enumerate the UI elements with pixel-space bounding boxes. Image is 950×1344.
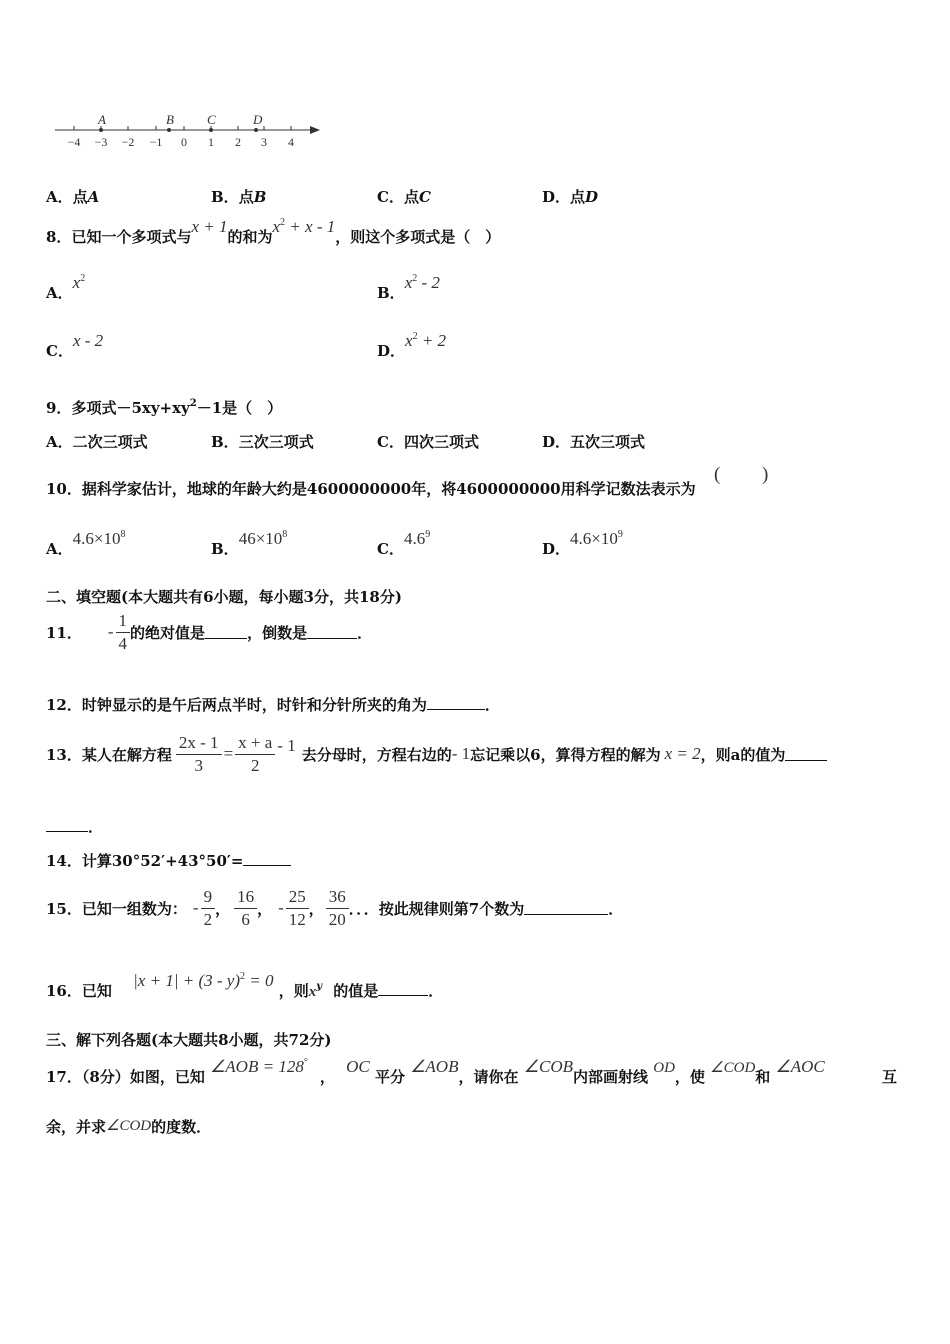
- q17-stem: 17．（8分）如图，已知 ∠AOB = 128°， OC 平分 ∠AOB，请你在 ∠COB内部画射线 OD，使 ∠COD和 ∠AOC: [46, 1057, 825, 1086]
- q11-blank-2[interactable]: [307, 626, 357, 639]
- q17-stem-line2: 余，并求∠COD的度数．: [46, 1118, 212, 1136]
- q10-option-d[interactable]: D．$4.6\times 10^9$: [542, 529, 623, 558]
- q8-option-b[interactable]: B．$x^2 - 2$: [377, 273, 440, 302]
- q13-blank-a[interactable]: [785, 748, 827, 761]
- q11-stem: 11． - $\frac{1}{4}$ 的绝对值是 ，倒数是 ．: [46, 610, 373, 653]
- section-2-heading: 二、填空题(本大题共有6小题，每小题3分，共18分): [46, 588, 402, 606]
- point-label-c: C: [207, 112, 216, 127]
- q15-stem: 15． 已知一组数为： - $\frac{9}{2}$ ， $\frac{16}{6}$ ， - $\frac{25}{12}$ ， $\frac{36}{20}$ ．．． 按此规律则第7个数为 ．: [46, 886, 624, 929]
- point-label-b: B: [166, 112, 174, 127]
- q10-option-a[interactable]: A．$4.6\times 10^8$: [46, 529, 126, 558]
- tick-label: −2: [121, 135, 135, 149]
- q8-option-c[interactable]: C．x - 2: [46, 331, 104, 360]
- q9-option-b[interactable]: B．三次三项式: [211, 433, 314, 451]
- q12-stem: 12．时钟显示的是午后两点半时，时针和分针所夹的角为 ．: [46, 696, 500, 714]
- tick-label: 0: [181, 135, 187, 149]
- point-a-dot: [99, 128, 103, 132]
- q17-stem-end: 互: [882, 1068, 898, 1086]
- q16-blank[interactable]: [378, 983, 428, 996]
- tick-label: 2: [235, 135, 241, 149]
- point-c-dot: [209, 128, 213, 132]
- tick-label: 1: [208, 135, 214, 149]
- q8-stem: 8．已知一个多项式与x + 1的和为$x^2 + x - 1$，则这个多项式是（ ）: [46, 217, 501, 246]
- q9-option-a[interactable]: A．二次三项式: [46, 433, 148, 451]
- q10-option-c[interactable]: C．$4.6^9$: [377, 529, 431, 558]
- q9-option-d[interactable]: D．五次三项式: [542, 433, 646, 451]
- q8-option-d[interactable]: D．$x^2 + 2$: [377, 331, 447, 360]
- q10-answer-paren-right: ): [762, 464, 769, 485]
- q13-blank-b[interactable]: [46, 819, 88, 832]
- q7-option-b[interactable]: B．点B: [211, 188, 267, 206]
- tick-label: 3: [261, 135, 267, 149]
- q9-stem: 9．多项式$-5xy+xy^2-1$是（ ）: [46, 398, 283, 417]
- q11-fraction: $\frac{1}{4}$: [116, 611, 131, 654]
- q16-stem: 16．已知 |x + 1| + (3 - y)$^2$ = 0 ，则$x^y$ 的值是 ．: [46, 971, 444, 1000]
- q9-option-c[interactable]: C．四次三项式: [377, 433, 479, 451]
- q14-blank[interactable]: [243, 853, 291, 866]
- point-label-d: D: [253, 112, 263, 127]
- point-label-a: A: [98, 112, 106, 127]
- tick-label: −3: [94, 135, 108, 149]
- section-3-heading: 三、解下列各题(本大题共8小题，共72分): [46, 1031, 332, 1049]
- point-d-dot: [254, 128, 258, 132]
- q10-stem: 10．据科学家估计，地球的年龄大约是4600000000年，将4600000000用科学记数法表示为: [46, 480, 696, 498]
- q11-blank-1[interactable]: [205, 626, 247, 639]
- point-b-dot: [167, 128, 171, 132]
- tick-label: −4: [67, 135, 81, 149]
- q8-option-a[interactable]: A．$x^2$: [46, 273, 86, 302]
- q7-option-c[interactable]: C．点C: [377, 188, 431, 206]
- q13-stem: 13． 某人在解方程 $\frac{2x - 1}{3}$ = $\frac{x + a}{2}$ - 1 去分母时，方程右边的 - 1 忘记乘以6，算得方程的解为 x = 2 ，则a的值为: [46, 728, 827, 780]
- q7-option-a[interactable]: A．点A: [46, 188, 100, 206]
- q13-stem-continued: ．: [46, 816, 103, 837]
- q10-answer-paren-left: (: [714, 464, 721, 485]
- q14-stem: 14．计算30°52′+43°50′=: [46, 850, 291, 871]
- q15-blank[interactable]: [524, 902, 608, 915]
- tick-label: 4: [288, 135, 294, 149]
- q7-option-d[interactable]: D．点D: [542, 188, 599, 206]
- number-line: [50, 108, 330, 156]
- q10-option-b[interactable]: B．$46\times 10^8$: [211, 529, 288, 558]
- q12-blank[interactable]: [427, 697, 485, 710]
- tick-label: −1: [149, 135, 163, 149]
